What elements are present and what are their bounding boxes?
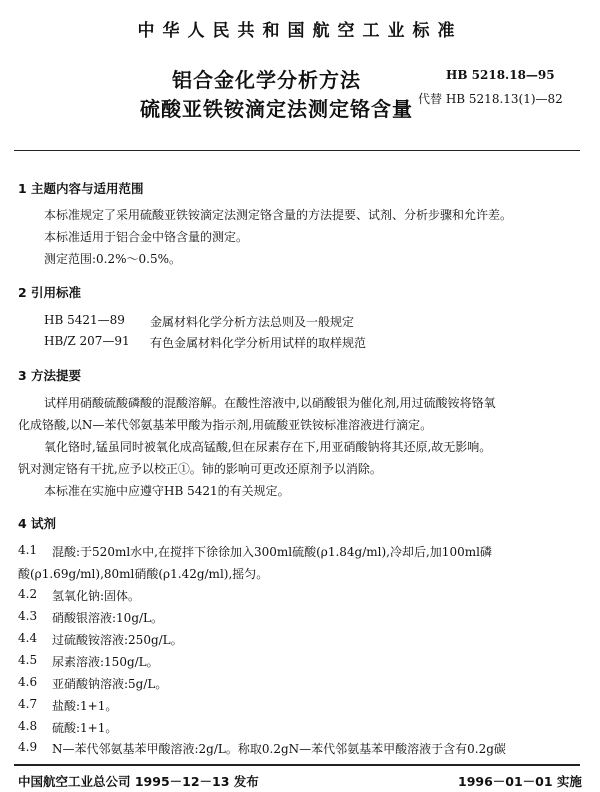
replaces-standard: 代替 HB 5218.13(1)—82 <box>418 92 563 106</box>
reagent-text: 盐酸:1+1。 <box>52 699 118 713</box>
section-4-heading: 4 试剂 <box>18 516 57 531</box>
ref-title: 有色金属材料化学分析用试样的取样规范 <box>150 336 367 350</box>
section-3-p2-line1: 氧化铬时,锰虽同时被氧化成高锰酸,但在尿素存在下,用亚硝酸钠将其还原,故无影响。 <box>44 440 492 454</box>
reagent-4-1-continuation: 酸(ρ1.69g/ml),80ml硝酸(ρ1.42g/ml),摇匀。 <box>18 567 269 581</box>
section-3-p2-line2: 钒对测定铬有干扰,应予以校正①。铈的影响可更改还原剂予以消除。 <box>18 462 382 476</box>
section-3-p1-line1: 试样用硝酸硫酸磷酸的混酸溶解。在酸性溶液中,以硝酸银为催化剂,用过硫酸铵将铬氧 <box>44 396 496 410</box>
section-1-p2: 本标准适用于铝合金中铬含量的测定。 <box>44 230 249 244</box>
reagent-text: 尿素溶液:150g/L。 <box>52 655 159 669</box>
reagent-number: 4.2 <box>18 587 38 601</box>
effective-date: 1996－01－01 实施 <box>458 774 582 789</box>
section-2-heading: 2 引用标准 <box>18 285 82 300</box>
standard-number: HB 5218.18—95 <box>446 68 555 82</box>
ref-title: 金属材料化学分析方法总则及一般规定 <box>150 315 355 329</box>
reagent-number: 4.9 <box>18 740 38 754</box>
reagent-number: 4.6 <box>18 675 38 689</box>
reagent-number: 4.3 <box>18 609 38 623</box>
ref-code: HB 5421—89 <box>44 313 125 327</box>
reagent-text: 亚硝酸钠溶液:5g/L。 <box>52 677 168 691</box>
doc-title-line1: 铝合金化学分析方法 <box>172 68 361 92</box>
reagent-number: 4.4 <box>18 631 38 645</box>
issuer-date: 中国航空工业总公司 1995－12－13 发布 <box>18 774 259 789</box>
reagent-text: 过硫酸铵溶液:250g/L。 <box>52 633 183 647</box>
reagent-text: 硝酸银溶液:10g/L。 <box>52 611 164 625</box>
footer-divider <box>14 764 580 766</box>
section-3-heading: 3 方法提要 <box>18 368 82 383</box>
reagent-text: 氢氧化钠:固体。 <box>52 589 141 603</box>
section-1-p3: 测定范围:0.2%～0.5%。 <box>44 252 182 266</box>
reagent-number: 4.5 <box>18 653 38 667</box>
section-3-p3: 本标准在实施中应遵守HB 5421的有关规定。 <box>44 484 290 498</box>
reagent-text: 混酸:于520ml水中,在搅拌下徐徐加入300ml硫酸(ρ1.84g/ml),冷却后,加100ml磷 <box>52 545 492 559</box>
reagent-number: 4.8 <box>18 719 38 733</box>
header-divider <box>14 150 580 151</box>
ref-code: HB/Z 207—91 <box>44 334 130 348</box>
doc-title-line2: 硫酸亚铁铵滴定法测定铬含量 <box>140 97 413 121</box>
section-3-p1-line2: 化成铬酸,以N—苯代邻氨基苯甲酸为指示剂,用硫酸亚铁铵标准溶液进行滴定。 <box>18 418 433 432</box>
reagent-text: 硫酸:1+1。 <box>52 721 118 735</box>
reagent-number: 4.1 <box>18 543 38 557</box>
reagent-text: N—苯代邻氨基苯甲酸溶液:2g/L。称取0.2gN—苯代邻氨基苯甲酸溶液于含有0.2g碳 <box>52 742 506 756</box>
standard-header-title: 中华人民共和国航空工业标准 <box>137 21 463 41</box>
section-1-heading: 1 主题内容与适用范围 <box>18 181 144 196</box>
section-1-p1: 本标准规定了采用硫酸亚铁铵滴定法测定铬含量的方法提要、试剂、分析步骤和允许差。 <box>44 208 513 222</box>
reagent-number: 4.7 <box>18 697 38 711</box>
